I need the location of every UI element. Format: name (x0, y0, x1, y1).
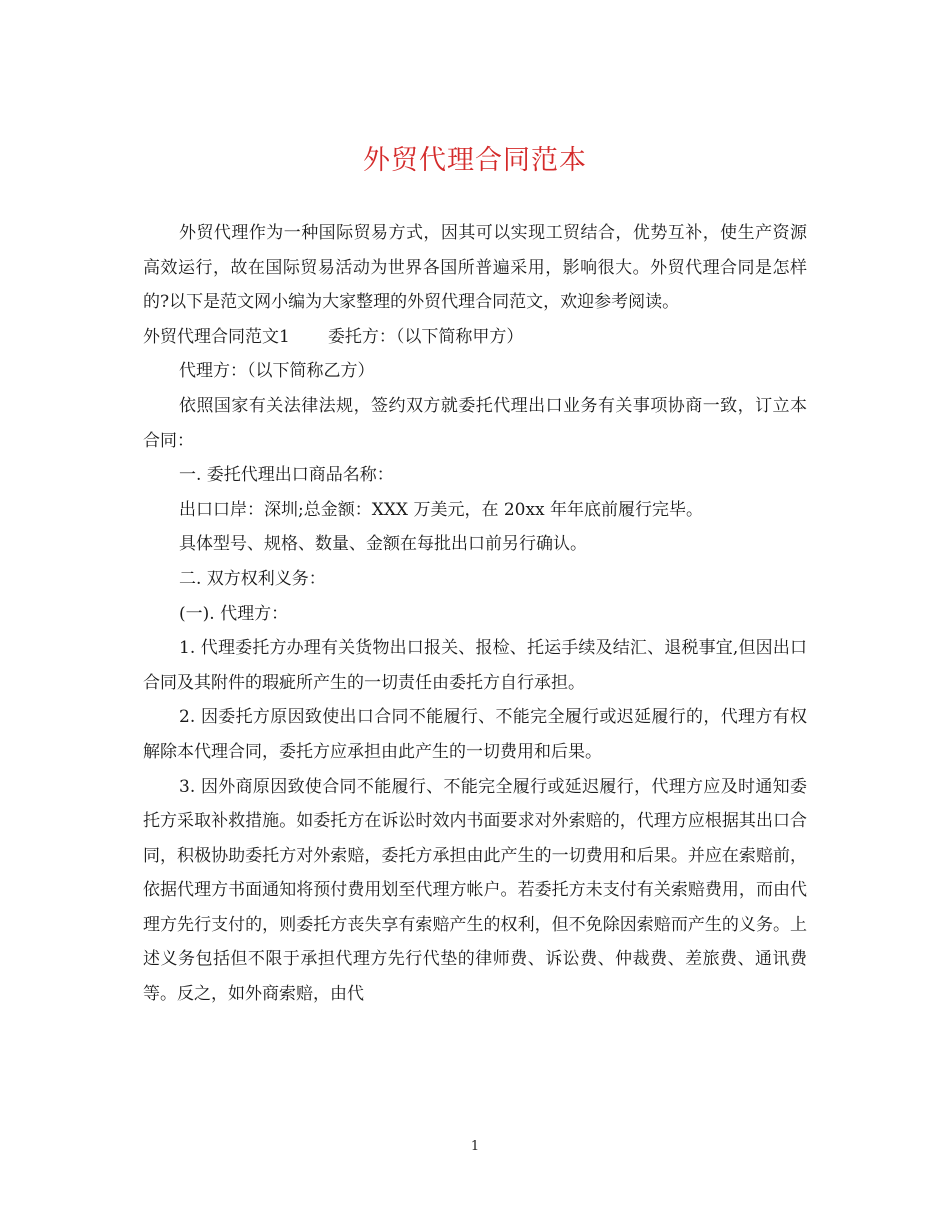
sample-heading-line (143, 320, 807, 355)
intro-paragraph: 外贸代理作为一种国际贸易方式，因其可以实现工贸结合，优势互补，使生产资源高效运行，故在国际贸易活动为世界各国所普遍采用，影响很大。外贸代理合同是怎样的?以下是范文网小编为大家整理的外贸代理合同范文，欢迎参考阅读。 (143, 223, 807, 313)
document-title: 外贸代理合同范本 (363, 145, 587, 176)
clause-1: 1. 代理委托方办理有关货物出口报关、报检、托运手续及结汇、退税事宜,但因出口合同及其附件的瑕疵所产生的一切责任由委托方自行承担。 (143, 638, 807, 693)
section-1-line-1: 出口口岸：深圳;总金额：XXX 万美元，在 20xx 年年底前履行完毕。 (179, 499, 704, 520)
sample-heading: 外贸代理合同范文1 (143, 326, 290, 347)
document-body (143, 216, 807, 1012)
page-number: 1 (470, 1139, 480, 1154)
principal-line: 委托方：（以下简称甲方） (327, 326, 524, 347)
preamble-paragraph: 依照国家有关法律法规，签约双方就委托代理出口业务有关事项协商一致，订立本合同： (143, 395, 807, 451)
subsection-1-title: (一). 代理方： (179, 603, 289, 624)
section-2-title: 二. 双方权利义务： (179, 568, 326, 589)
clause-2: 2. 因委托方原因致使出口合同不能履行、不能完全履行或迟延履行的，代理方有权解除本代理合同，委托方应承担由此产生的一切费用和后果。 (143, 707, 807, 762)
agent-line: 代理方：（以下简称乙方） (179, 361, 375, 382)
section-1-line-2: 具体型号、规格、数量、金额在每批出口前另行确认。 (179, 534, 587, 555)
clause-3: 3. 因外商原因致使合同不能履行、不能完全履行或延迟履行，代理方应及时通知委托方采取补救措施。如委托方在诉讼时效内书面要求对外索赔的，代理方应根据其出口合同，积极协助委托方对外索赔，委托方承担由此产生的一切费用和后果。并应在索赔前，依据代理方书面通知将预付费用划至代理方帐户。若委托方未支付有关索赔费用，而由代理方先行支付的，则委托方丧失享有索赔产生的权利，但不免除因索赔而产生的义务。上述义务包括但不限于承担代理方先行代垫的律师费、诉讼费、仲裁费、差旅费、通讯费等。反之，如外商索赔，由代 (143, 776, 807, 1005)
section-1-title: 一. 委托代理出口商品名称： (179, 465, 394, 486)
